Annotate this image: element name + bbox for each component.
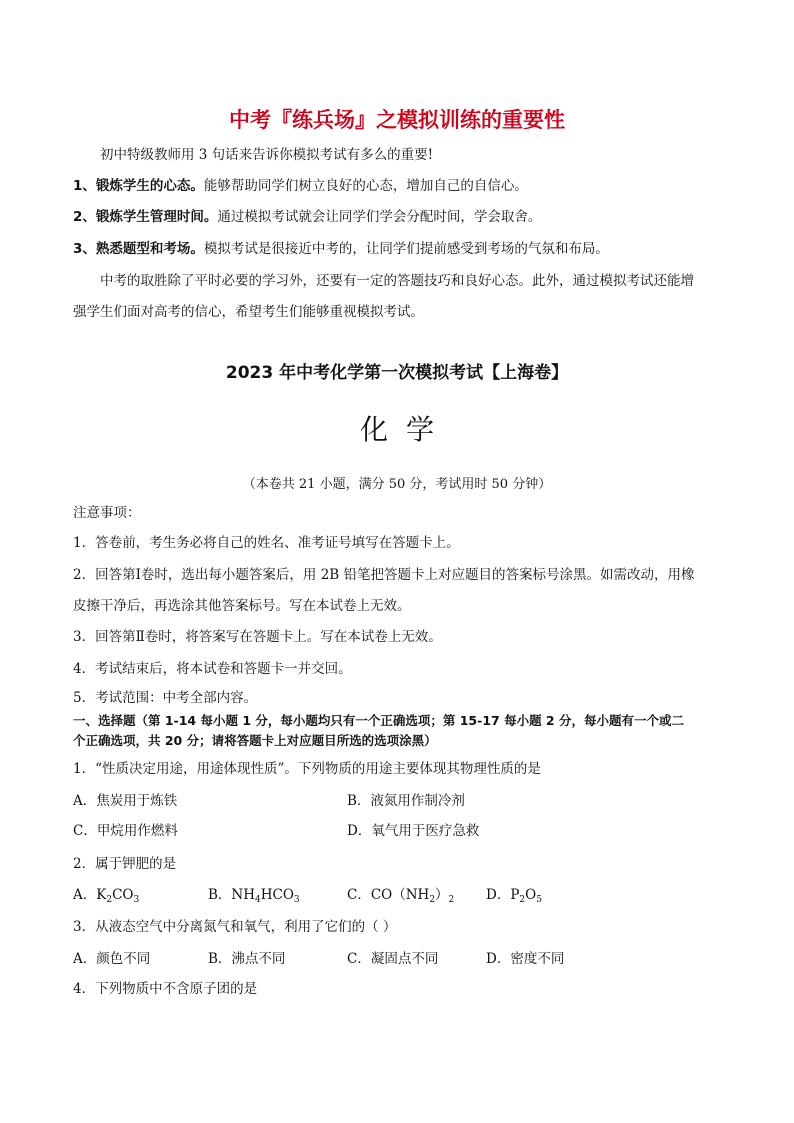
note-2: 2．回答第Ⅰ卷时，选出每小题答案后，用 2B 铅笔把答题卡上对应题目的答案标号涂黑。如需改动，用橡 — [73, 567, 695, 583]
question-2-stem: 2．属于钾肥的是 — [73, 856, 177, 872]
promo-intro: 初中特级教师用 3 句话来告诉你模拟考试有多么的重要! — [100, 147, 434, 163]
formula-part: CO — [112, 887, 134, 903]
promo-point-head: 3、熟悉题型和考场。 — [73, 241, 204, 257]
formula-subscript: 5 — [536, 895, 542, 905]
q3-option-c: C．凝固点不同 — [347, 951, 439, 967]
q1-option-a: A．焦炭用于炼铁 — [73, 793, 178, 809]
promo-point-head: 1、锻炼学生的心态。 — [73, 178, 204, 194]
q2-option-c — [347, 886, 454, 909]
formula-part: O — [525, 887, 537, 903]
promo-point-body: 模拟考试是很接近中考的，让同学们提前感受到考场的气氛和布局。 — [203, 241, 609, 257]
promo-closing-line-2: 强学生们面对高考的信心，希望考生们能够重视模拟考试。 — [73, 304, 424, 320]
exam-info: （本卷共 21 小题，满分 50 分，考试用时 50 分钟） — [242, 477, 552, 492]
q2-option-b — [208, 886, 300, 909]
formula-subscript: 3 — [133, 895, 140, 905]
formula-subscript: 4 — [255, 895, 261, 905]
formula-subscript: 2 — [429, 895, 436, 905]
notes-header: 注意事项： — [73, 505, 141, 521]
formula-part: ） — [435, 887, 449, 903]
q3-option-a: A．颜色不同 — [73, 951, 151, 967]
section-header-line-1: 一、选择题（第 1-14 每小题 1 分，每小题均只有一个正确选项；第 15-17 每小题 2 分，每小题有一个或二 — [73, 713, 684, 728]
section-header-line-2: 个正确选项，共 20 分；请将答题卡上对应题目所选的选项涂黑） — [73, 733, 437, 748]
formula-part: HCO — [260, 887, 294, 903]
note-2-cont: 皮擦干净后，再选涂其他答案标号。写在本试卷上无效。 — [73, 598, 411, 614]
question-3-stem: 3．从液态空气中分离氮气和氧气，利用了它们的（ ） — [73, 919, 397, 935]
formula-part: C．CO（NH — [347, 887, 430, 903]
formula-subscript: 2 — [106, 895, 113, 905]
q3-option-b: B．沸点不同 — [208, 951, 286, 967]
formula-part: D．P — [486, 887, 520, 903]
promo-point-3 — [73, 240, 609, 258]
q1-option-d: D．氧气用于医疗急救 — [347, 823, 480, 839]
formula-subscript: 2 — [448, 895, 455, 905]
promo-title: 中考『练兵场』之模拟训练的重要性 — [229, 108, 565, 132]
promo-point-2 — [73, 208, 541, 226]
note-4: 4．考试结束后，将本试卷和答题卡一并交回。 — [73, 661, 352, 677]
exam-title: 2023 年中考化学第一次模拟考试【上海卷】 — [225, 363, 569, 383]
note-3: 3．回答第Ⅱ卷时，将答案写在答题卡上。写在本试卷上无效。 — [73, 629, 442, 645]
promo-point-1 — [73, 177, 528, 195]
q2-option-a — [73, 886, 139, 909]
formula-part: B．NH — [208, 887, 256, 903]
question-1-stem: 1．“性质决定用途，用途体现性质”。下列物质的用途主要体现其物理性质的是 — [73, 761, 541, 777]
formula-subscript: 2 — [519, 895, 526, 905]
q1-option-b: B．液氮用作制冷剂 — [347, 793, 465, 809]
q1-option-c: C．甲烷用作燃料 — [73, 823, 178, 839]
promo-point-head: 2、锻炼学生管理时间。 — [73, 209, 218, 225]
q2-option-d — [486, 886, 542, 909]
q3-option-d: D．密度不同 — [486, 951, 565, 967]
formula-part: A．K — [73, 887, 107, 903]
question-4-stem: 4．下列物质中不含原子团的是 — [73, 981, 258, 997]
promo-closing-line-1: 中考的取胜除了平时必要的学习外，还要有一定的答题技巧和良好心态。此外，通过模拟考试还能增 — [100, 273, 694, 289]
note-5: 5．考试范围：中考全部内容。 — [73, 690, 258, 706]
exam-subject: 化学 — [359, 413, 452, 446]
promo-point-body: 通过模拟考试就会让同学们学会分配时间，学会取舍。 — [217, 209, 542, 225]
note-1: 1．答卷前，考生务必将自己的姓名、准考证号填写在答题卡上。 — [73, 535, 460, 551]
formula-subscript: 3 — [293, 895, 300, 905]
promo-point-body: 能够帮助同学们树立良好的心态，增加自己的自信心。 — [203, 178, 528, 194]
